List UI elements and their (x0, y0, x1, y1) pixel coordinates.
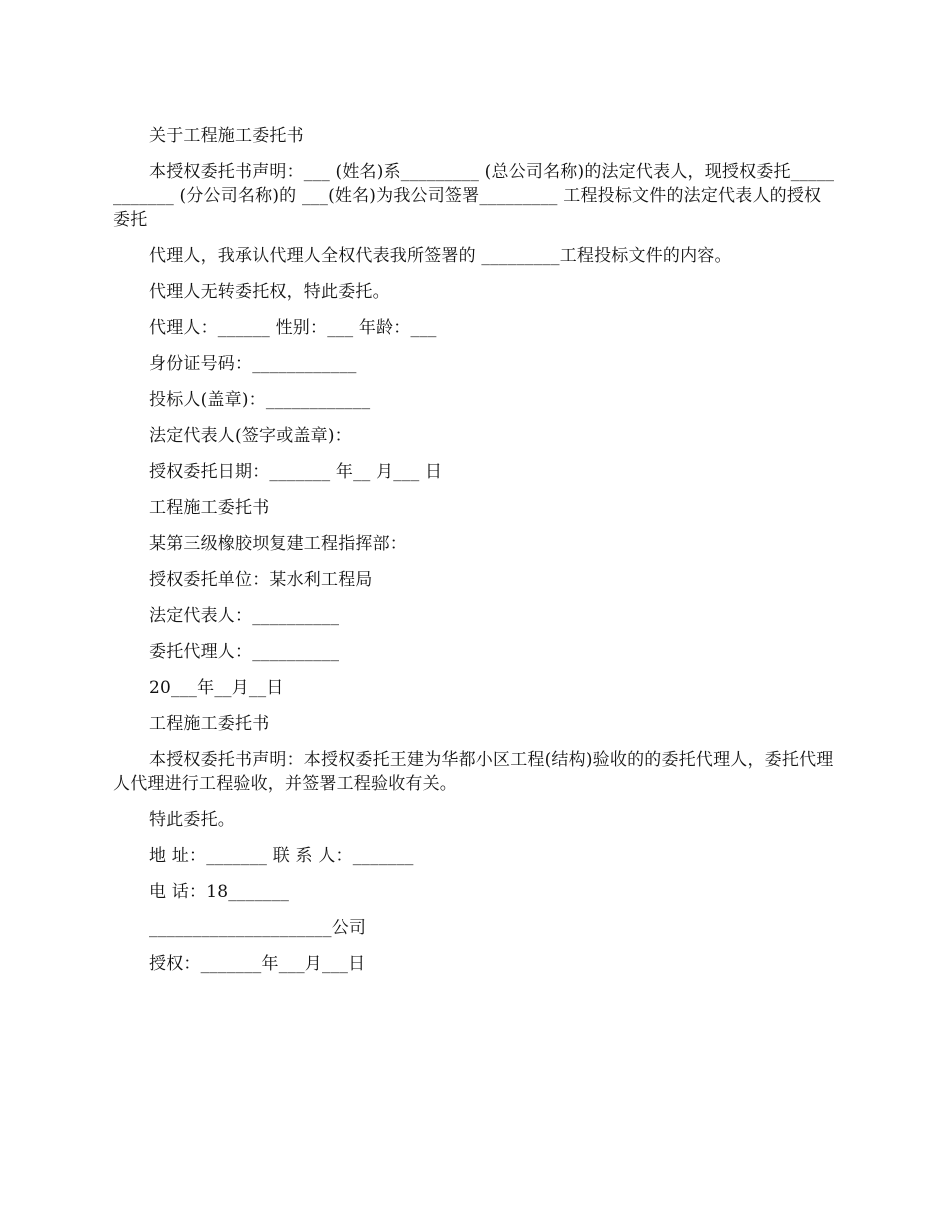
declaration-paragraph: 本授权委托书声明：___ (姓名)系_________ (总公司名称)的法定代表人，现授权委托____________ (分公司名称)的 ___(姓名)为我公司签署_________ 工程投标文件的法定代表人的授权委托 (113, 162, 835, 230)
bidder-seal-line: 投标人(盖章)：____________ (149, 390, 371, 410)
recipient-line: 某第三级橡胶坝复建工程指挥部： (149, 534, 407, 554)
address-contact-line: 地 址：_______ 联 系 人：_______ (149, 846, 414, 866)
section-title: 工程施工委托书 (149, 714, 270, 734)
authorization-line: 授权：_______年___月___日 (149, 954, 366, 974)
id-number-line: 身份证号码：____________ (149, 354, 357, 374)
agent-acknowledgement: 代理人，我承认代理人全权代表我所签署的 _________工程投标文件的内容。 (149, 246, 732, 266)
section-title: 工程施工委托书 (149, 498, 270, 518)
date-line: 20___年__月__日 (149, 678, 284, 698)
company-line: _____________________公司 (149, 918, 367, 938)
legal-representative-line: 法定代表人：__________ (149, 606, 340, 626)
entrusted-agent-line: 委托代理人：__________ (149, 642, 340, 662)
agent-info-line: 代理人：______ 性别：___ 年龄：___ (149, 318, 437, 338)
authorization-date-line: 授权委托日期：_______ 年__ 月___ 日 (149, 462, 443, 482)
phone-line: 电 话：18_______ (149, 882, 290, 902)
acceptance-declaration: 本授权委托书声明：本授权委托王建为华都小区工程(结构)验收的的委托代理人，委托代理人代理进行工程验收，并签署工程验收有关。 (113, 750, 834, 794)
legal-rep-signature-line: 法定代表人(签字或盖章)： (149, 426, 352, 446)
document-body (113, 124, 835, 988)
document-title: 关于工程施工委托书 (149, 126, 304, 146)
no-sub-delegation: 代理人无转委托权，特此委托。 (149, 282, 390, 302)
authorizing-unit-line: 授权委托单位：某水利工程局 (149, 570, 373, 590)
closing-line: 特此委托。 (149, 810, 235, 830)
